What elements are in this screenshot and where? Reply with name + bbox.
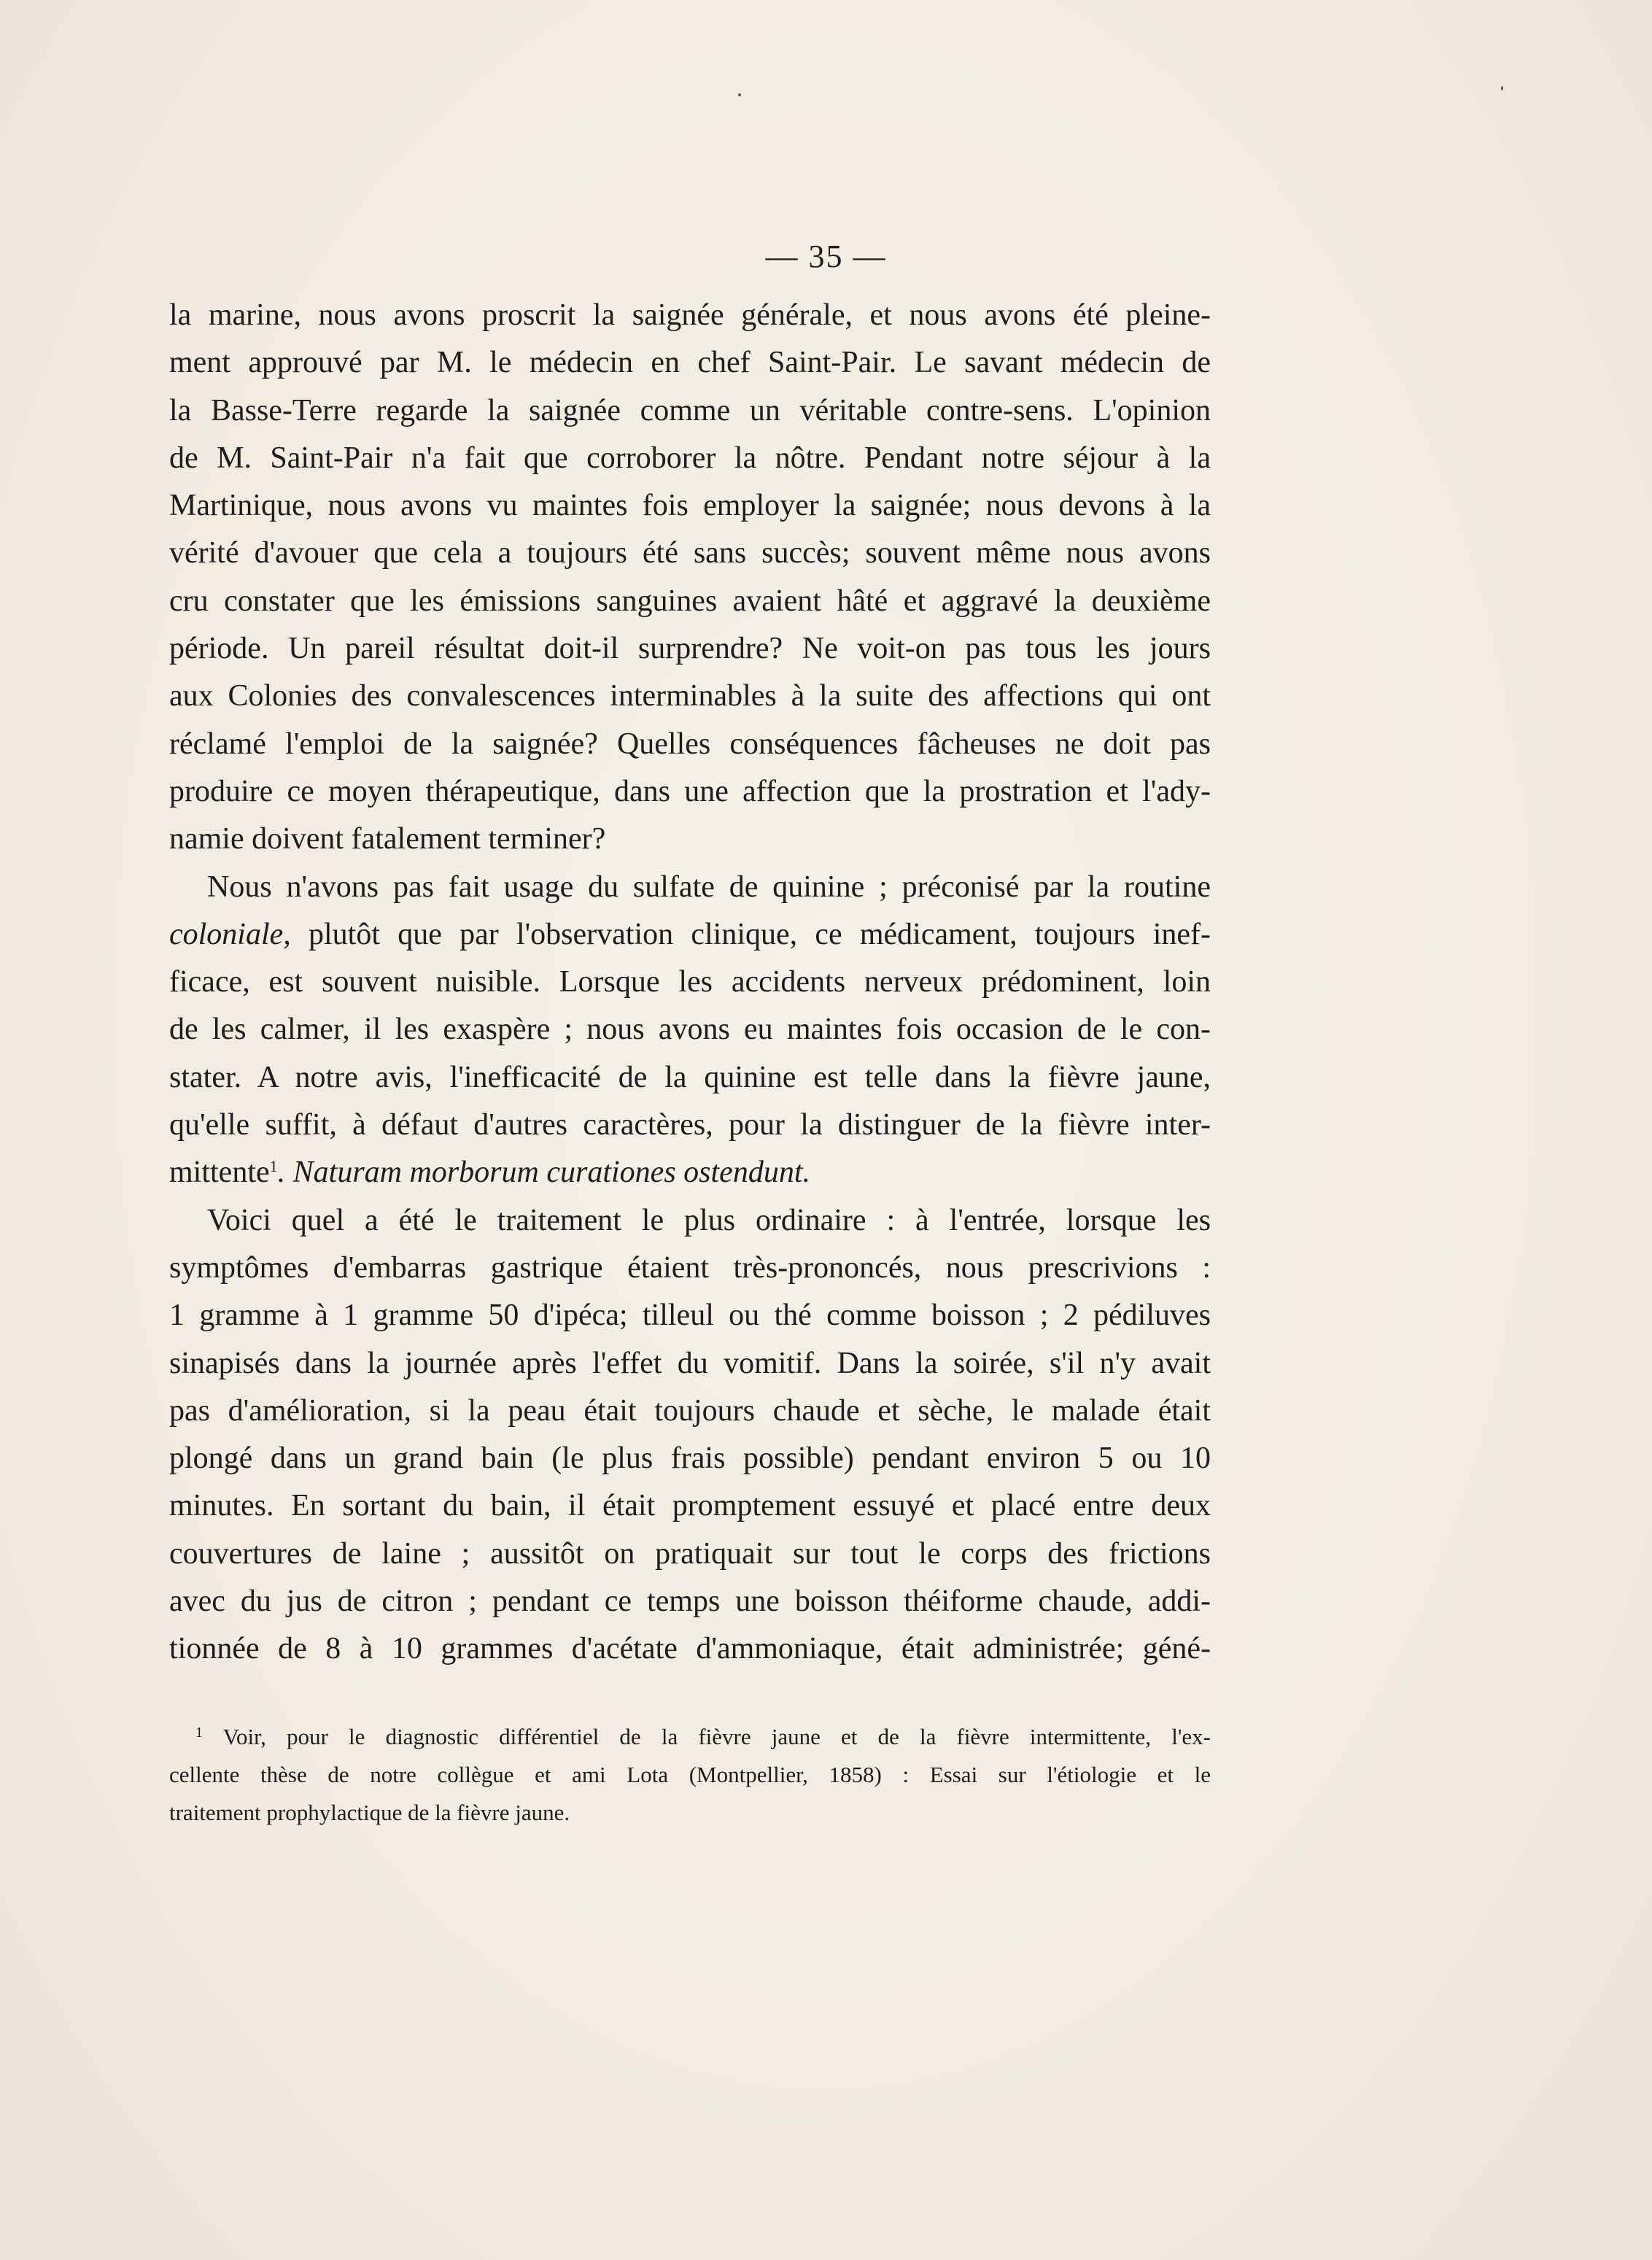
body-text	[169, 292, 1211, 1673]
text-line: minutes. En sortant du bain, il était promptement essuyé et placé entre deux	[169, 1489, 1211, 1523]
text-line: période. Un pareil résultat doit-il surprendre? Ne voit-on pas tous les jours	[169, 632, 1211, 666]
paragraph-2	[169, 864, 1211, 1197]
text-line	[169, 911, 1211, 959]
text-run: mittente	[169, 1156, 270, 1190]
text-line: Voici quel a été le traitement le plus ordinaire : à l'entrée, lorsque les	[207, 1203, 1211, 1237]
footnote-line	[169, 1718, 1211, 1756]
text-line: plongé dans un grand bain (le plus frais possible) pendant environ 5 ou 10	[169, 1441, 1211, 1476]
text-line: pas d'amélioration, si la peau était toujours chaude et sèche, le malade était	[169, 1393, 1211, 1428]
text-line: symptômes d'embarras gastrique étaient très-prononcés, nous prescrivions :	[169, 1250, 1211, 1285]
text-line	[169, 1149, 1211, 1196]
text-line: Nous n'avons pas fait usage du sulfate de quinine ; préconisé par la routine	[207, 870, 1211, 904]
text-line: qu'elle suffit, à défaut d'autres caractères, pour la distinguer de la fièvre inter-	[169, 1108, 1211, 1142]
italic-term: coloniale,	[169, 917, 291, 951]
footnote-line: traitement prophylactique de la fièvre jaune.	[169, 1800, 570, 1825]
text-line: sinapisés dans la journée après l'effet du vomitif. Dans la soirée, s'il n'y avait	[169, 1346, 1211, 1380]
text-line: couvertures de laine ; aussitôt on pratiquait sur tout le corps des frictions	[169, 1536, 1211, 1571]
footnote-line: cellente thèse de notre collègue et ami Lota (Montpellier, 1858) : Essai sur l'étiologie et le	[169, 1762, 1211, 1787]
text-line: cru constater que les émissions sanguines avaient hâté et aggravé la deuxième	[169, 584, 1211, 618]
text-line: vérité d'avouer que cela a toujours été sans succès; souvent même nous avons	[169, 536, 1211, 570]
text-line: aux Colonies des convalescences interminables à la suite des affections qui ont	[169, 679, 1211, 713]
paper-speck	[1501, 86, 1503, 90]
footnote	[169, 1718, 1211, 1832]
text-line: tionnée de 8 à 10 grammes d'acétate d'ammoniaque, était administrée; géné-	[169, 1632, 1211, 1666]
text-line: produire ce moyen thérapeutique, dans une affection que la prostration et l'ady-	[169, 774, 1211, 808]
text-line: avec du jus de citron ; pendant ce temps une boisson théiforme chaude, addi-	[169, 1584, 1211, 1619]
paragraph-3	[169, 1197, 1211, 1673]
paragraph-1	[169, 292, 1211, 864]
text-line: namie doivent fatalement terminer?	[169, 822, 606, 856]
footnote-reference[interactable]: 1	[269, 1157, 278, 1176]
text-line: ficace, est souvent nuisible. Lorsque les accidents nerveux prédominent, loin	[169, 965, 1211, 999]
text-line: 1 gramme à 1 gramme 50 d'ipéca; tilleul ou thé comme boisson ; 2 pédiluves	[169, 1299, 1211, 1333]
text-line: ment approuvé par M. le médecin en chef Saint-Pair. Le savant médecin de	[169, 346, 1211, 380]
text-line: stater. A notre avis, l'inefficacité de la quinine est telle dans la fièvre jaune,	[169, 1060, 1211, 1094]
footnote-text: Voir, pour le diagnostic différentiel de la fièvre jaune et de la fièvre intermittente, l'ex-	[222, 1724, 1211, 1749]
text-line: la Basse-Terre regarde la saignée comme un véritable contre-sens. L'opinion	[169, 393, 1211, 427]
footnote-mark: 1	[195, 1725, 203, 1741]
latin-quote: . Naturam morborum curationes ostendunt.	[277, 1156, 810, 1190]
text-line: de M. Saint-Pair n'a fait que corroborer la nôtre. Pendant notre séjour à la	[169, 441, 1211, 475]
text-line: la marine, nous avons proscrit la saignée générale, et nous avons été pleine-	[169, 298, 1211, 332]
paper-speck	[738, 93, 741, 96]
page-number: — 35 —	[765, 239, 887, 274]
text-line: Martinique, nous avons vu maintes fois employer la saignée; nous devons à la	[169, 489, 1211, 523]
text-run: plutôt que par l'observation clinique, ce médicament, toujours inef-	[290, 917, 1211, 951]
text-line: de les calmer, il les exaspère ; nous avons eu maintes fois occasion de le con-	[169, 1013, 1211, 1047]
text-line: réclamé l'emploi de la saignée? Quelles conséquences fâcheuses ne doit pas	[169, 727, 1211, 761]
